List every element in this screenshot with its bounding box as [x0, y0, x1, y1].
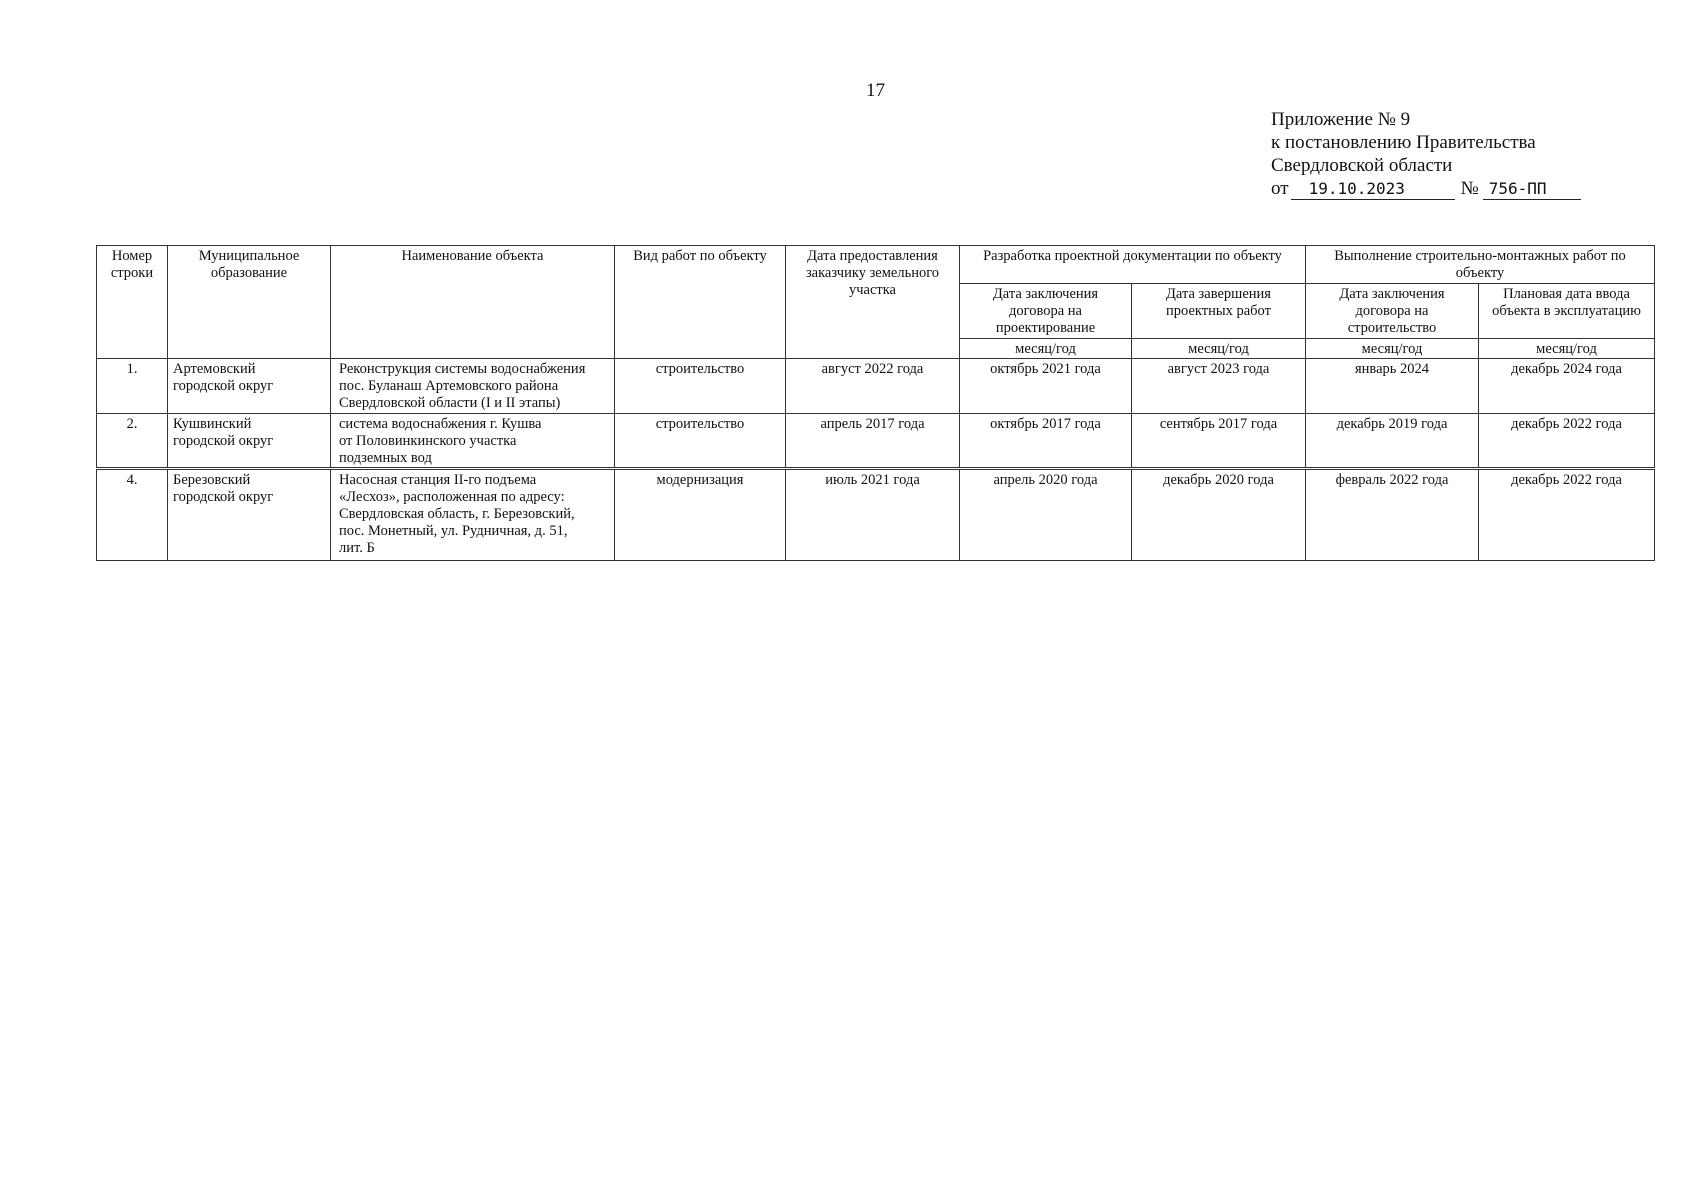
object-name-line: Свердловской области (I и II этапы) — [339, 395, 561, 411]
object-name-line: Свердловская область, г. Березовский, — [339, 506, 575, 522]
table-row — [97, 414, 1655, 469]
header-land-date: Дата предоставления заказчику земельного участка — [786, 246, 960, 359]
construction-contract-cell: февраль 2022 года — [1306, 469, 1479, 561]
municipality-cell — [168, 414, 331, 469]
appendix-block — [1271, 108, 1581, 200]
work-type-cell: строительство — [615, 359, 786, 414]
work-type-cell: строительство — [615, 414, 786, 469]
header-unit: месяц/год — [960, 339, 1132, 359]
object-name-line: пос. Буланаш Артемовского района — [339, 378, 559, 394]
page-number: 17 — [866, 80, 885, 101]
header-municipality: Муниципальное образование — [168, 246, 331, 359]
municipality-line: городской округ — [173, 378, 274, 394]
object-name-cell — [331, 469, 615, 561]
land-date-cell: июль 2021 года — [786, 469, 960, 561]
municipality-cell — [168, 359, 331, 414]
row-number: 1. — [97, 359, 168, 414]
construction-contract-cell: январь 2024 — [1306, 359, 1479, 414]
object-name-line: Реконструкция системы водоснабжения — [339, 361, 586, 377]
header-design-group: Разработка проектной документации по объекту — [960, 246, 1306, 284]
object-name-line: от Половинкинского участка — [339, 433, 517, 449]
resolution-date-number — [1271, 177, 1581, 200]
object-name-line: подземных вод — [339, 450, 432, 466]
table-row — [97, 359, 1655, 414]
object-name-line: Насосная станция II-го подъема — [339, 472, 537, 488]
header-construction-group: Выполнение строительно-монтажных работ по объекту — [1306, 246, 1655, 284]
header-unit: месяц/год — [1132, 339, 1306, 359]
appendix-reference: к постановлению Правительства — [1271, 132, 1536, 153]
commissioning-cell: декабрь 2024 года — [1479, 359, 1655, 414]
objects-table — [96, 245, 1655, 561]
header-object-name: Наименование объекта — [331, 246, 615, 359]
row-number: 2. — [97, 414, 168, 469]
table-row — [97, 469, 1655, 561]
land-date-cell: апрель 2017 года — [786, 414, 960, 469]
commissioning-cell: декабрь 2022 года — [1479, 414, 1655, 469]
object-name-line: лит. Б — [339, 540, 375, 556]
object-name-line: пос. Монетный, ул. Рудничная, д. 51, — [339, 523, 568, 539]
resolution-number: 756-ПП — [1483, 180, 1581, 200]
number-label: № — [1460, 178, 1479, 199]
design-complete-cell: сентябрь 2017 года — [1132, 414, 1306, 469]
header-commissioning: Плановая дата ввода объекта в эксплуатацию — [1479, 284, 1655, 339]
land-date-cell: август 2022 года — [786, 359, 960, 414]
municipality-line: Березовский — [173, 472, 251, 488]
construction-contract-cell: декабрь 2019 года — [1306, 414, 1479, 469]
header-unit: месяц/год — [1479, 339, 1655, 359]
row-number: 4. — [97, 469, 168, 561]
design-complete-cell: декабрь 2020 года — [1132, 469, 1306, 561]
header-unit: месяц/год — [1306, 339, 1479, 359]
design-contract-cell: октябрь 2021 года — [960, 359, 1132, 414]
municipality-line: Кушвинский — [173, 416, 252, 432]
object-name-line: «Лесхоз», расположенная по адресу: — [339, 489, 565, 505]
municipality-line: городской округ — [173, 433, 274, 449]
object-name-line: система водоснабжения г. Кушва — [339, 416, 542, 432]
object-name-cell — [331, 414, 615, 469]
municipality-line: Артемовский — [173, 361, 256, 377]
municipality-cell — [168, 469, 331, 561]
from-label: от — [1271, 178, 1289, 199]
header-work-type: Вид работ по объекту — [615, 246, 786, 359]
appendix-title: Приложение № 9 — [1271, 109, 1411, 130]
municipality-line: городской округ — [173, 489, 274, 505]
header-row-number: Номер строки — [97, 246, 168, 359]
header-design-contract: Дата заключения договора на проектирование — [960, 284, 1132, 339]
resolution-date: 19.10.2023 — [1291, 180, 1455, 200]
header-construction-contract: Дата заключения договора на строительство — [1306, 284, 1479, 339]
work-type-cell: модернизация — [615, 469, 786, 561]
object-name-cell — [331, 359, 615, 414]
appendix-region: Свердловской области — [1271, 155, 1453, 176]
design-complete-cell: август 2023 года — [1132, 359, 1306, 414]
header-design-complete: Дата завершения проектных работ — [1132, 284, 1306, 339]
commissioning-cell: декабрь 2022 года — [1479, 469, 1655, 561]
design-contract-cell: октябрь 2017 года — [960, 414, 1132, 469]
design-contract-cell: апрель 2020 года — [960, 469, 1132, 561]
